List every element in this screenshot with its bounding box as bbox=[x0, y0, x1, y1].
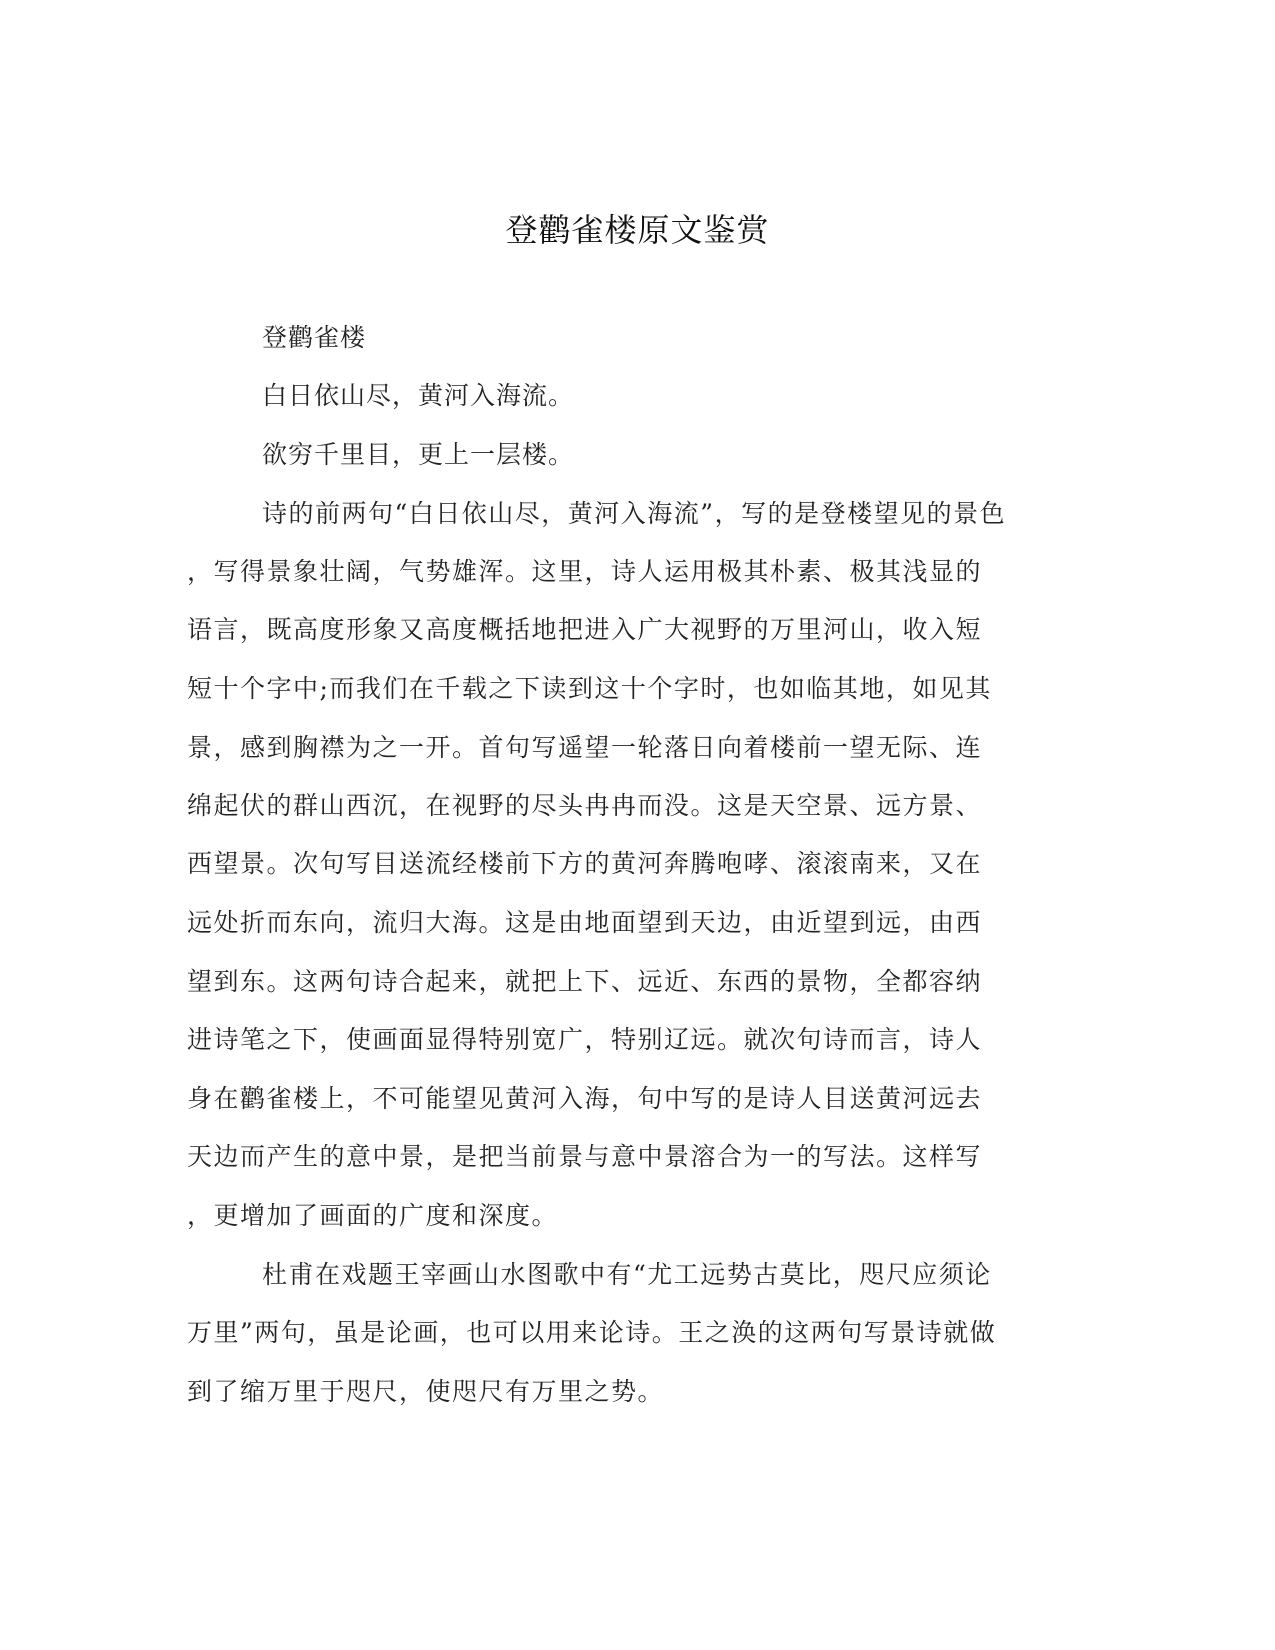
poem-title: 登鹳雀楼 bbox=[262, 323, 367, 352]
paragraph-1-line-9: 望到东。这两句诗合起来，就把上下、远近、东西的景物，全都容纳 bbox=[187, 967, 983, 996]
poem-line-1: 白日依山尽，黄河入海流。 bbox=[262, 381, 575, 410]
paragraph-1-line-13: ，更增加了画面的广度和深度。 bbox=[187, 1201, 559, 1230]
paragraph-1-line-5: 景，感到胸襟为之一开。首句写遥望一轮落日向着楼前一望无际、连 bbox=[187, 733, 983, 762]
paragraph-1-line-6: 绵起伏的群山西沉，在视野的尽头冉冉而没。这是天空景、远方景、 bbox=[187, 791, 983, 820]
paragraph-1-line-3: 语言，既高度形象又高度概括地把进入广大视野的万里河山，收入短 bbox=[187, 615, 983, 644]
paragraph-1-line-2: ，写得景象壮阔，气势雄浑。这里，诗人运用极其朴素、极其浅显的 bbox=[187, 557, 983, 586]
paragraph-2-line-1: 杜甫在戏题王宰画山水图歌中有“尤工远势古莫比，咫尺应须论 bbox=[262, 1260, 992, 1289]
paragraph-1-line-1: 诗的前两句“白日依山尽，黄河入海流”，写的是登楼望见的景色 bbox=[262, 499, 1007, 528]
paragraph-1-line-10: 进诗笔之下，使画面显得特别宽广，特别辽远。就次句诗而言，诗人 bbox=[187, 1025, 983, 1054]
paragraph-1-line-12: 天边而产生的意中景，是把当前景与意中景溶合为一的写法。这样写 bbox=[187, 1142, 983, 1171]
paragraph-2-line-2: 万里”两句，虽是论画，也可以用来论诗。王之涣的这两句写景诗就做 bbox=[187, 1318, 997, 1347]
paragraph-1-line-4: 短十个字中;而我们在千载之下读到这十个字时，也如临其地，如见其 bbox=[187, 674, 992, 703]
paragraph-1-line-7: 西望景。次句写目送流经楼前下方的黄河奔腾咆哮、滚滚南来，又在 bbox=[187, 849, 983, 878]
page-title: 登鹳雀楼原文鉴赏 bbox=[505, 211, 770, 249]
paragraph-2-line-3: 到了缩万里于咫尺，使咫尺有万里之势。 bbox=[187, 1377, 665, 1406]
paragraph-1-line-8: 远处折而东向，流归大海。这是由地面望到天边，由近望到远，由西 bbox=[187, 908, 983, 937]
poem-line-2: 欲穷千里目，更上一层楼。 bbox=[262, 440, 575, 469]
paragraph-1-line-11: 身在鹳雀楼上，不可能望见黄河入海，句中写的是诗人目送黄河远去 bbox=[187, 1084, 983, 1113]
